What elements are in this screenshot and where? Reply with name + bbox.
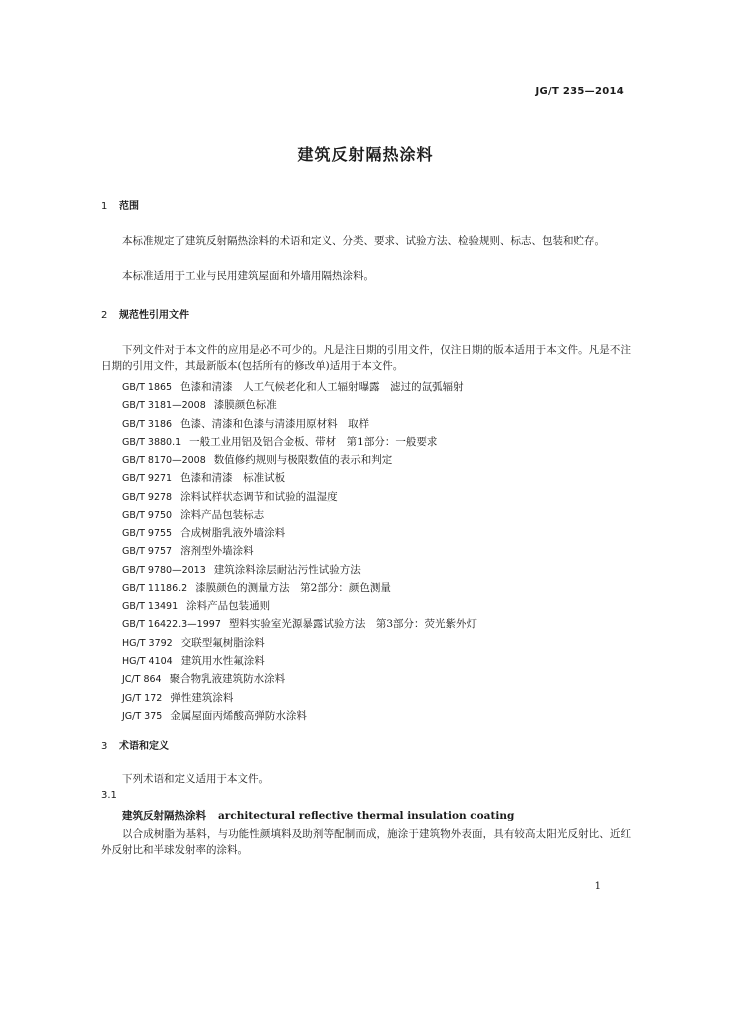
- reference-item: [122, 433, 642, 451]
- reference-title: 溶剂型外墙涂料: [180, 545, 254, 558]
- reference-item: [122, 451, 642, 469]
- document-title: 建筑反射隔热涂料: [297, 145, 434, 164]
- reference-code: HG/T 3792: [122, 637, 173, 649]
- reference-title: 涂料产品包装通则: [186, 600, 271, 613]
- reference-title: 交联型氟树脂涂料: [180, 636, 265, 649]
- reference-code: GB/T 13491: [122, 601, 179, 613]
- term-number: 3.1: [101, 790, 117, 801]
- reference-code: GB/T 9271: [122, 473, 173, 485]
- reference-title: 弹性建筑涂料: [170, 691, 234, 704]
- reference-code: GB/T 9278: [122, 491, 173, 503]
- reference-item: [122, 707, 642, 725]
- reference-title: 涂料产品包装标志: [180, 508, 265, 521]
- reference-item: [122, 561, 642, 579]
- reference-code: JG/T 375: [122, 710, 163, 722]
- reference-title: 色漆和清漆 标准试板: [180, 472, 286, 485]
- reference-code: GB/T 3186: [122, 418, 173, 430]
- reference-item: [122, 670, 642, 688]
- reference-item: [122, 689, 642, 707]
- reference-title: 数值修约规则与极限数值的表示和判定: [213, 454, 393, 467]
- section-title: 术语和定义: [119, 741, 169, 752]
- term-title-en: architectural reflective thermal insulation coating: [218, 810, 515, 822]
- reference-item: [122, 652, 642, 670]
- references-intro: 下列文件对于本文件的应用是必不可少的。凡是注日期的引用文件，仅注日期的版本适用于本文件。凡是不注日期的引用文件，其最新版本(包括所有的修改单)适用于本文件。: [101, 344, 631, 372]
- reference-title: 一般工业用铝及铝合金板、带材 第1部分：一般要求: [189, 435, 438, 448]
- reference-title: 塑料实验室光源暴露试验方法 第3部分：荧光紫外灯: [228, 618, 478, 631]
- reference-code: GB/T 16422.3—1997: [122, 619, 221, 631]
- term-title-cn: 建筑反射隔热涂料: [122, 810, 206, 822]
- reference-code: GB/T 8170—2008: [122, 455, 206, 467]
- scope-paragraph-2: 本标准适用于工业与民用建筑屋面和外墙用隔热涂料。: [122, 270, 374, 282]
- page-number: 1: [594, 881, 601, 892]
- reference-item: [122, 542, 642, 560]
- standard-code: JG/T 235—2014: [535, 86, 624, 97]
- reference-item: [122, 579, 642, 597]
- section-number: 1: [101, 201, 108, 212]
- section-title: 规范性引用文件: [119, 310, 189, 321]
- reference-item: [122, 469, 642, 487]
- reference-code: GB/T 9755: [122, 528, 173, 540]
- reference-item: [122, 524, 642, 542]
- reference-code: GB/T 9780—2013: [122, 564, 206, 576]
- reference-item: [122, 378, 642, 396]
- reference-title: 色漆和清漆 人工气候老化和人工辐射曝露 滤过的氙弧辐射: [180, 381, 464, 393]
- reference-item: [122, 615, 642, 633]
- scope-paragraph-1: 本标准规定了建筑反射隔热涂料的术语和定义、分类、要求、试验方法、检验规则、标志、包装和贮存。: [122, 235, 605, 247]
- reference-title: 漆膜颜色标准: [213, 399, 277, 412]
- reference-code: GB/T 11186.2: [122, 582, 188, 594]
- reference-item: [122, 506, 642, 524]
- reference-code: GB/T 3181—2008: [122, 400, 206, 412]
- section-number: 3: [101, 741, 108, 752]
- reference-title: 建筑用水性氟涂料: [180, 654, 265, 667]
- reference-code: JC/T 864: [122, 674, 162, 686]
- section-title: 范围: [119, 201, 139, 212]
- reference-code: GB/T 1865: [122, 382, 173, 393]
- reference-item: [122, 488, 642, 506]
- section-3-heading: [101, 737, 169, 752]
- terms-intro: 下列术语和定义适用于本文件。: [122, 773, 269, 785]
- reference-item: [122, 396, 642, 414]
- section-1-heading: [101, 197, 139, 212]
- reference-title: 色漆、清漆和色漆与清漆用原材料 取样: [180, 417, 370, 430]
- reference-item: [122, 597, 642, 615]
- term-title: [122, 808, 514, 823]
- reference-code: GB/T 9750: [122, 509, 173, 521]
- reference-list: [122, 378, 642, 725]
- reference-title: 金属屋面丙烯酸高弹防水涂料: [170, 709, 307, 722]
- section-2-heading: [101, 306, 189, 321]
- term-definition: 以合成树脂为基料，与功能性颜填料及助剂等配制而成，施涂于建筑物外表面，具有较高太阳光反射比、近红外反射比和半球发射率的涂料。: [101, 828, 631, 856]
- reference-code: GB/T 9757: [122, 546, 173, 558]
- reference-code: JG/T 172: [122, 692, 163, 704]
- reference-title: 建筑涂料涂层耐沾污性试验方法: [213, 563, 361, 576]
- reference-title: 涂料试样状态调节和试验的温湿度: [180, 490, 338, 503]
- reference-code: GB/T 3880.1: [122, 436, 182, 448]
- reference-item: [122, 634, 642, 652]
- reference-title: 聚合物乳液建筑防水涂料: [169, 673, 286, 686]
- section-number: 2: [101, 310, 108, 321]
- reference-code: HG/T 4104: [122, 655, 173, 667]
- reference-item: [122, 415, 642, 433]
- reference-title: 漆膜颜色的测量方法 第2部分：颜色测量: [195, 581, 391, 594]
- reference-title: 合成树脂乳液外墙涂料: [180, 527, 286, 540]
